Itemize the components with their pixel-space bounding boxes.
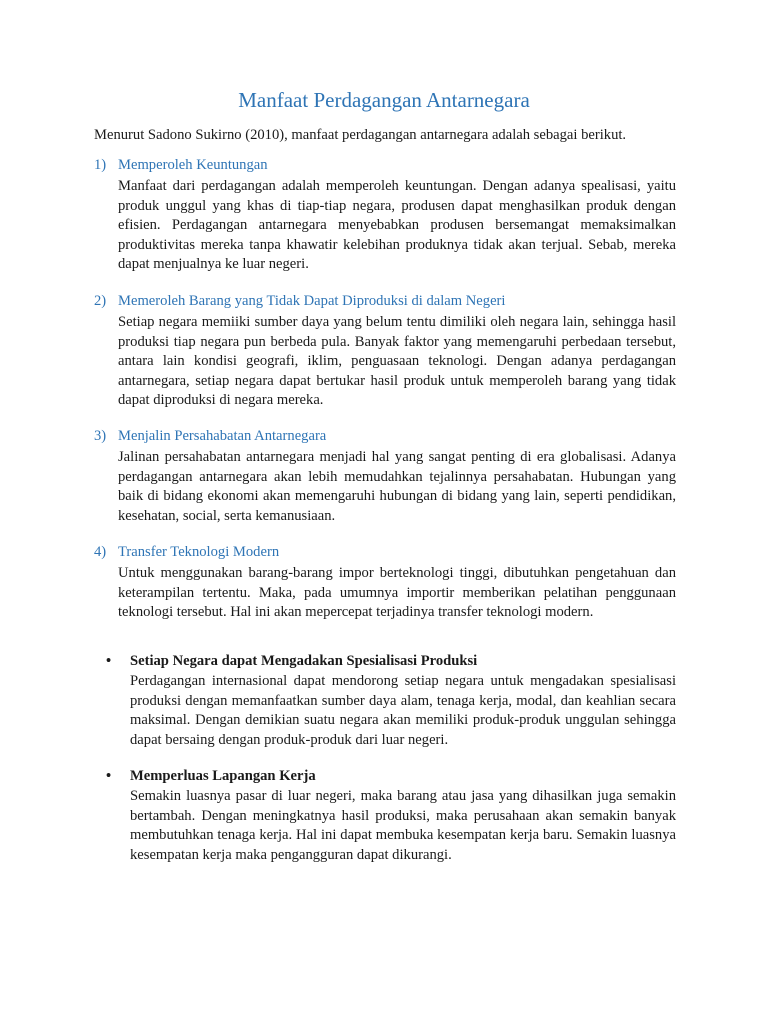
- section-2: [94, 291, 676, 411]
- section-body: Jalinan persahabatan antarnegara menjadi hal yang sangat penting di era globalisasi. Adanya perdagangan antarnegara akan lebih memudahkan tejalinnya persahabatan. Hubungan yang baik di bidang ekonomi akan memengaruhi hubungan di bidang yang lain, seperti pendidikan, kesehatan, social, serta kemanusiaan.: [118, 449, 676, 524]
- bullet-body: Semakin luasnya pasar di luar negeri, maka barang atau jasa yang dihasilkan juga semakin bertambah. Dengan meningkatnya hasil produksi, maka perusahaan akan semakin banyak membutuhkan tenaga kerja. Hal ini dapat membuka kesempatan kerja baru. Semakin luasnya kesempatan kerja maka pengangguran dapat dikurangi.: [130, 788, 676, 863]
- section-body: Setiap negara memiiki sumber daya yang belum tentu dimiliki oleh negara lain, sehingga hasil produksi tiap negara pun berbeda pula. Banyak faktor yang memengaruhi perbedaan tersebut, antara lain kondisi geografi, iklim, penguasaan teknologi. Dengan adanya perdagangan antarnegara, setiap negara dapat bertukar hasil produk untuk memperoleh barang yang tidak dapat diproduksi di negara mereka.: [118, 314, 676, 409]
- bullet-title: Memperluas Lapangan Kerja: [130, 768, 316, 784]
- bullet-icon: •: [106, 653, 112, 669]
- section-number: 3): [94, 428, 107, 444]
- section-3: [94, 426, 676, 526]
- page-title: Manfaat Perdagangan Antarnegara: [238, 88, 530, 112]
- intro-paragraph: Menurut Sadono Sukirno (2010), manfaat perdagangan antarnegara adalah sebagai berikut.: [94, 127, 627, 143]
- section-heading: [94, 155, 676, 175]
- section-body: Manfaat dari perdagangan adalah memperoleh keuntungan. Dengan adanya spealisasi, yaitu produk unggul yang khas di tiap-tiap negara, produsen dapat menghasilkan produk dengan efisien. Perdagangan antarnegara menyebabkan produsen bersemangat memaksimalkan produktivitas mereka tanpa khawatir kelebihan produknya tidak akan terjual. Sebab, mereka dapat menjualnya ke luar negeri.: [118, 178, 676, 273]
- bullet-icon: •: [106, 768, 112, 784]
- section-number: 1): [94, 157, 107, 173]
- bullet-body: Perdagangan internasional dapat mendorong setiap negara untuk mengadakan spesialisasi produksi dengan memanfaatkan sumber daya alam, tenaga kerja, modal, dan keahlian secara maksimal. Dengan demikian suatu negara akan memiliki produk-produk unggulan sehingga dapat bersaing dengan produk-produk dari luar negeri.: [130, 673, 676, 748]
- section-heading: [94, 542, 676, 562]
- section-number: 4): [94, 544, 107, 560]
- bullet-item-2: [106, 766, 676, 865]
- section-heading: [94, 291, 676, 311]
- section-body: Untuk menggunakan barang-barang impor berteknologi tinggi, dibutuhkan pengetahuan dan keterampilan tertentu. Maka, pada umumnya importir memberikan pelatihan penggunaan teknologi tersebut. Hal ini akan mepercepat terjadinya transfer teknologi modern.: [118, 565, 676, 621]
- section-title: Menjalin Persahabatan Antarnegara: [118, 428, 327, 444]
- section-1: [94, 155, 676, 275]
- section-title: Memeroleh Barang yang Tidak Dapat Diproduksi di dalam Negeri: [118, 293, 506, 309]
- bullet-heading: [106, 651, 676, 671]
- section-number: 2): [94, 293, 107, 309]
- section-heading: [94, 426, 676, 446]
- section-title: Memperoleh Keuntungan: [118, 157, 268, 173]
- bullet-item-1: [106, 651, 676, 750]
- section-4: [94, 542, 676, 623]
- bullet-heading: [106, 766, 676, 786]
- section-title: Transfer Teknologi Modern: [118, 544, 280, 560]
- bullet-title: Setiap Negara dapat Mengadakan Spesialisasi Produksi: [130, 653, 478, 669]
